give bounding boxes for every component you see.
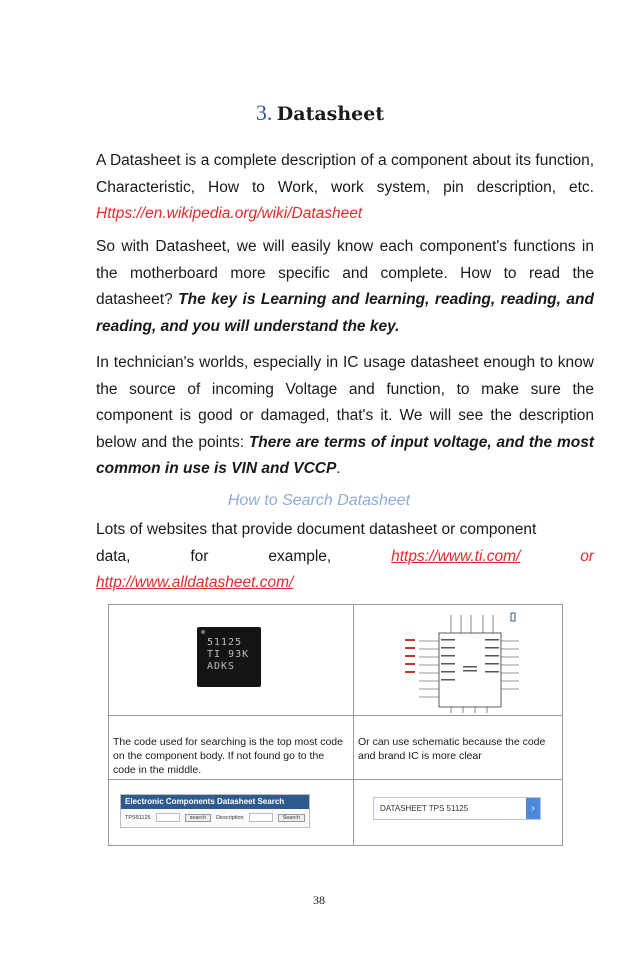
search-go-icon[interactable]: › — [526, 798, 540, 819]
ecds-title: Electronic Components Datasheet Search — [121, 795, 309, 809]
paragraph-websites — [96, 517, 594, 597]
usage-emphasis: The key is Learning and learning, reading, reading, and reading, and you will understand the key. — [96, 291, 594, 335]
ecds-row — [121, 809, 309, 826]
alldatasheet-link[interactable]: http://www.alldatasheet.com/ — [96, 574, 294, 591]
usage-text: So with Datasheet, we will easily know each component's functions in the motherboard more specific and complete. How to read the datasheet? — [96, 238, 594, 308]
section-number: 3. — [255, 100, 273, 125]
ecds-description-label: Description — [216, 814, 244, 821]
table-divider-1 — [109, 715, 562, 716]
paragraph-technician — [96, 350, 594, 483]
paragraph-intro — [96, 148, 594, 228]
page-number: 38 — [313, 893, 325, 907]
ic-chip-photo — [197, 627, 261, 687]
chip-pin1-dot — [201, 630, 205, 634]
ecds-query: TPS51125 — [125, 814, 151, 821]
ecds-search-button[interactable]: search — [185, 814, 212, 822]
table-divider-vertical — [353, 605, 354, 845]
technician-emphasis: There are terms of input voltage, and the most common in use is VIN and VCCP — [96, 433, 594, 477]
section-heading: Datasheet — [276, 103, 385, 125]
ecds-search-button-2[interactable]: Search — [278, 814, 305, 822]
caption-chip-code: The code used for searching is the top most code on the component body. If not found go to the code in the middle. — [113, 736, 343, 776]
word-data: data, — [96, 547, 131, 565]
section-title — [70, 100, 570, 126]
schematic-diagram — [401, 611, 521, 715]
websites-line-1: Lots of websites that provide document datasheet or component — [96, 521, 537, 538]
paragraph-usage — [96, 234, 594, 340]
technician-text: In technician's worlds, especially in IC usage datasheet enough to know the source of incoming Voltage and function, to make sure the component is good or damaged, that's it. We will see the description below and the points: — [96, 354, 594, 451]
word-example: example, — [268, 547, 332, 565]
caption-schematic: Or can use schematic because the code and brand IC is more clear — [358, 736, 546, 762]
ecds-input[interactable] — [156, 813, 180, 822]
intro-text: A Datasheet is a complete description of a component about its function, Characteristic, How to Work, work system, pin description, etc. — [96, 152, 594, 196]
word-for: for — [190, 547, 209, 565]
search-box[interactable] — [373, 797, 541, 820]
ecds-search-panel — [120, 794, 310, 828]
search-query: DATASHEET TPS 51125 — [380, 804, 469, 813]
wikipedia-link[interactable]: Https://en.wikipedia.org/wiki/Datasheet — [96, 205, 363, 222]
chip-line-2: TI 93K — [207, 649, 250, 660]
word-or: or — [580, 547, 594, 565]
chip-line-3: ADKS — [207, 661, 236, 672]
ti-link[interactable]: https://www.ti.com/ — [391, 547, 521, 565]
subheading: How to Search Datasheet — [227, 492, 411, 509]
chip-line-1: 51125 — [207, 637, 243, 648]
ecds-description-input[interactable] — [249, 813, 273, 822]
technician-end: . — [336, 460, 341, 477]
websites-line-2 — [96, 544, 594, 571]
